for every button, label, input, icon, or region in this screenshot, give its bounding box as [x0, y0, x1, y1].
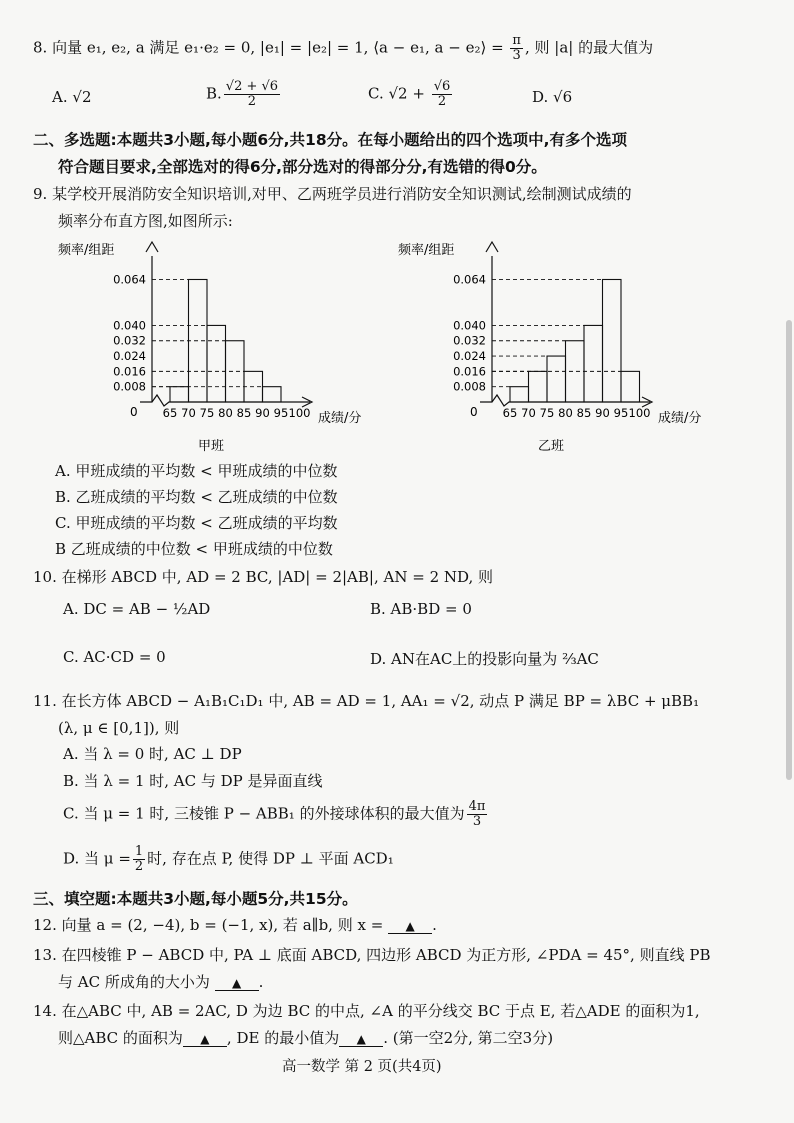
x-tick-label: 70 [181, 406, 196, 420]
histogram-bar [566, 341, 585, 402]
y-tick-label: 0.040 [113, 318, 146, 333]
y-axis-label: 频率/组距 [398, 243, 455, 258]
histogram-bar [584, 325, 603, 402]
x-tick-label: 100 [628, 406, 651, 420]
q10-option-d: D. AN在AC上的投影向量为 ⅔AC [370, 650, 599, 668]
q12-blank: ▲ [388, 919, 432, 934]
x-tick-label: 100 [288, 406, 311, 420]
chart-title: 甲班 [198, 439, 225, 454]
q13-blank: ▲ [215, 976, 259, 991]
y-tick-label: 0.032 [113, 333, 146, 348]
q11-option-b: B. 当 λ = 1 时, AC 与 DP 是异面直线 [63, 772, 323, 790]
q8-option-c: C. √2 + $\frac{√6}{2}$ [368, 79, 451, 109]
x-tick-label: 65 [502, 406, 518, 420]
q8-option-b: B. $\frac{√2 + √6}{2}$ [206, 79, 279, 109]
page-footer: 高一数学 第 2 页(共4页) [282, 1059, 442, 1075]
q11-option-c: C. 当 μ = 1 时, 三棱锥 P − ABB₁ 的外接球体积的最大值为 $\frac{4\pi}{3}$ [63, 799, 486, 829]
q14-blank-1: ▲ [183, 1032, 227, 1047]
scrollbar[interactable] [786, 320, 792, 780]
x-tick-label: 95 [273, 406, 289, 420]
y-tick-label: 0.064 [453, 272, 486, 287]
x-tick-label: 80 [558, 406, 573, 420]
q9-option-b: B. 乙班成绩的平均数 < 乙班成绩的中位数 [55, 488, 338, 506]
q14-stem-cont: 则△ABC 的面积为 ▲ , DE 的最小值为 ▲ . (第一空2分, 第二空3分) [58, 1029, 554, 1047]
q8-option-a: A. √2 [52, 88, 92, 106]
q13-stem-cont: 与 AC 所成角的大小为 ▲ . [58, 973, 264, 991]
histogram-bar [263, 387, 282, 402]
histogram-bar [170, 387, 189, 402]
x-axis-label: 成绩/分 [318, 411, 362, 426]
chart-title: 乙班 [538, 439, 565, 454]
histogram-bar [207, 325, 226, 402]
q10-option-c: C. AC·CD = 0 [63, 648, 166, 666]
q10-option-a: A. DC = AB − ½AD [63, 600, 211, 618]
y-tick-label: 0.016 [113, 364, 146, 379]
x-axis-label: 成绩/分 [658, 411, 702, 426]
origin-label: 0 [130, 405, 138, 419]
y-tick-label: 0.064 [113, 272, 146, 287]
histogram-yi [380, 232, 720, 462]
histogram-bar [510, 387, 529, 402]
histogram-bar [621, 371, 640, 402]
x-tick-label: 85 [576, 406, 592, 420]
q11-option-a: A. 当 λ = 0 时, AC ⊥ DP [63, 745, 242, 763]
section2-heading: 二、多选题:本题共3小题,每小题6分,共18分。在每小题给出的四个选项中,有多个选项 [33, 131, 628, 149]
q8-option-d: D. √6 [532, 88, 573, 106]
q12-stem: 12. 向量 a = (2, −4), b = (−1, x), 若 a∥b, 则 x = ▲ . [33, 916, 437, 934]
x-tick-label: 90 [255, 406, 270, 420]
section2-heading-cont: 符合题目要求,全部选对的得6分,部分选对的得部分分,有选错的得0分。 [58, 158, 547, 176]
x-tick-label: 70 [521, 406, 536, 420]
y-axis-label: 频率/组距 [58, 243, 115, 258]
y-tick-label: 0.008 [113, 379, 146, 394]
x-tick-label: 95 [613, 406, 629, 420]
q9-stem-cont: 频率分布直方图,如图所示: [58, 212, 233, 230]
y-tick-label: 0.016 [453, 364, 486, 379]
histogram-bar [226, 341, 245, 402]
x-tick-label: 90 [595, 406, 610, 420]
q10-stem: 10. 在梯形 ABCD 中, AD = 2 BC, |AD| = 2|AB|, AN = 2 ND, 则 [33, 568, 494, 586]
histogram-bar [547, 356, 566, 402]
q14-blank-2: ▲ [339, 1032, 383, 1047]
y-tick-label: 0.008 [453, 379, 486, 394]
q10-option-b: B. AB·BD = 0 [370, 600, 472, 618]
q14-stem: 14. 在△ABC 中, AB = 2AC, D 为边 BC 的中点, ∠A 的平分线交 BC 于点 E, 若△ADE 的面积为1, [33, 1002, 700, 1020]
x-tick-label: 80 [218, 406, 233, 420]
y-tick-label: 0.024 [113, 349, 146, 364]
q9-option-d: B 乙班成绩的中位数 < 甲班成绩的中位数 [55, 540, 333, 558]
origin-label: 0 [470, 405, 478, 419]
q11-stem: 11. 在长方体 ABCD − A₁B₁C₁D₁ 中, AB = AD = 1, AA₁ = √2, 动点 P 满足 BP = λBC + μBB₁ [33, 692, 700, 710]
q9-option-a: A. 甲班成绩的平均数 < 甲班成绩的中位数 [55, 462, 338, 480]
q9-stem: 9. 某学校开展消防安全知识培训,对甲、乙两班学员进行消防安全知识测试,绘制测试成绩的 [33, 185, 632, 203]
q13-stem: 13. 在四棱锥 P − ABCD 中, PA ⊥ 底面 ABCD, 四边形 ABCD 为正方形, ∠PDA = 45°, 则直线 PB [33, 946, 711, 964]
y-axis-arrow [146, 242, 158, 252]
y-axis-arrow [486, 242, 498, 252]
histogram-bar [603, 279, 622, 402]
histogram-jia [40, 232, 380, 462]
q11-stem-cont: (λ, μ ∈ [0,1]), 则 [58, 719, 180, 737]
x-tick-label: 75 [199, 406, 215, 420]
x-tick-label: 65 [162, 406, 178, 420]
x-tick-label: 75 [539, 406, 555, 420]
y-tick-label: 0.024 [453, 349, 486, 364]
x-tick-label: 85 [236, 406, 252, 420]
histogram-bar [529, 371, 548, 402]
y-tick-label: 0.032 [453, 333, 486, 348]
q8-stem: 8. 向量 e₁, e₂, a 满足 e₁·e₂ = 0, |e₁| = |e₂| = 1, ⟨a − e₁, a − e₂⟩ = $\frac{\pi}{3}$ , 则 |a| 的最大值为 [33, 33, 654, 63]
q11-option-d: D. 当 μ = $\frac{1}{2}$ 时, 存在点 P, 使得 DP ⊥ 平面 ACD₁ [63, 844, 394, 874]
q9-option-c: C. 甲班成绩的平均数 < 乙班成绩的平均数 [55, 514, 338, 532]
section3-heading: 三、填空题:本题共3小题,每小题5分,共15分。 [33, 890, 358, 908]
y-tick-label: 0.040 [453, 318, 486, 333]
